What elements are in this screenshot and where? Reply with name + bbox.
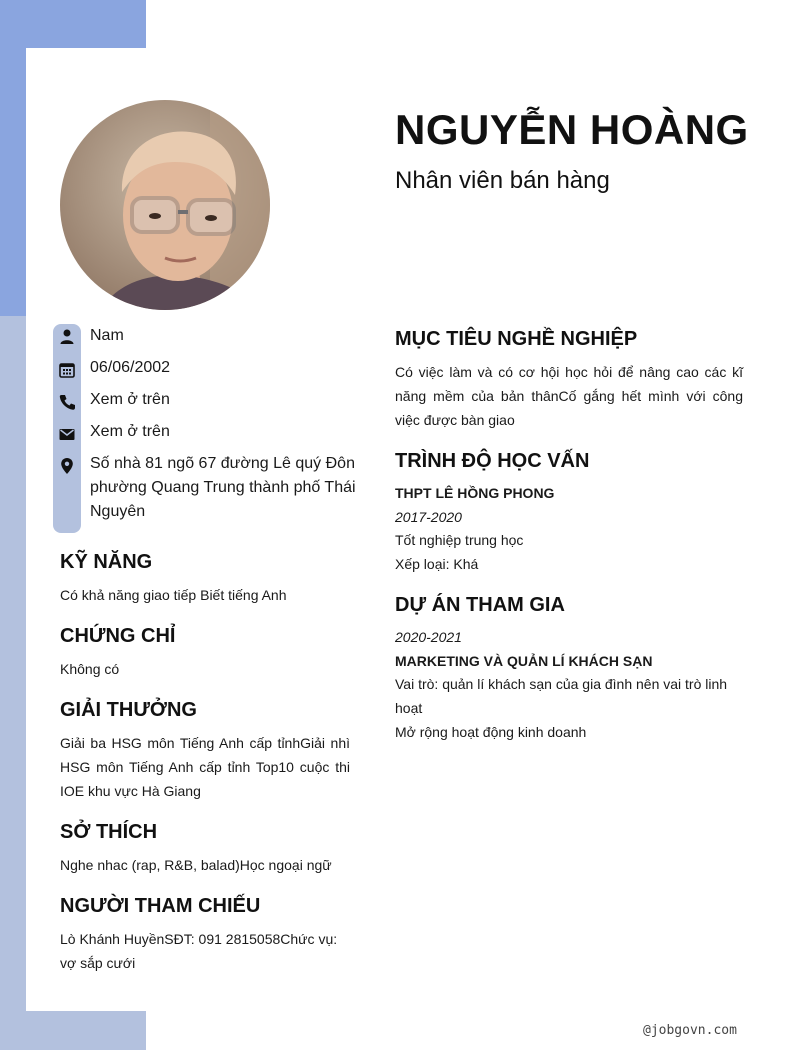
project-task: Mở rộng hoạt động kinh doanh bbox=[395, 724, 587, 740]
location-icon bbox=[58, 457, 76, 475]
objective-text: Có việc làm và có cơ hội học hỏi để nâng cao các kĩ năng mềm của bản thânCố gắng hết mình với công việc được bàn giao bbox=[395, 364, 743, 428]
phone-text: Xem ở trên bbox=[90, 391, 170, 408]
education-heading: TRÌNH ĐỘ HỌC VẤN bbox=[395, 450, 590, 472]
hobbies-heading: SỞ THÍCH bbox=[60, 821, 158, 843]
person-icon bbox=[58, 328, 76, 346]
gender-text: Nam bbox=[90, 327, 124, 344]
references-heading: NGƯỜI THAM CHIẾU bbox=[60, 895, 261, 917]
mail-icon bbox=[58, 425, 76, 443]
calendar-icon bbox=[58, 361, 76, 379]
references-text: Lò Khánh HuyềnSĐT: 091 2815058Chức vụ: vợ sắp cưới bbox=[60, 931, 338, 971]
project-name: MARKETING VÀ QUẢN LÍ KHÁCH SẠN bbox=[395, 653, 653, 669]
hobbies-text: Nghe nhac (rap, R&B, balad)Học ngoại ngữ bbox=[60, 857, 332, 873]
accent-block-bottom bbox=[0, 1011, 146, 1050]
project-role: Vai trò: quản lí khách sạn của gia đình nên vai trò linh hoạt bbox=[395, 676, 728, 716]
education-grade: Xếp loại: Khá bbox=[395, 556, 479, 572]
email-text: Xem ở trên bbox=[90, 423, 170, 440]
certificates-text: Không có bbox=[60, 661, 120, 677]
avatar bbox=[60, 100, 270, 310]
education-period: 2017-2020 bbox=[395, 509, 462, 525]
candidate-name: NGUYỄN HOÀNG bbox=[395, 106, 749, 153]
watermark: @jobgovn.com bbox=[643, 1023, 737, 1038]
birthday-text: 06/06/2002 bbox=[90, 359, 171, 376]
certificates-heading: CHỨNG CHỈ bbox=[60, 625, 176, 647]
address-text: Số nhà 81 ngõ 67 đường Lê quý Đôn phường Quang Trung thành phố Thái Nguyên bbox=[90, 455, 356, 520]
project-period: 2020-2021 bbox=[395, 629, 462, 645]
education-school: THPT LÊ HỒNG PHONG bbox=[395, 485, 555, 501]
objective-heading: MỤC TIÊU NGHỀ NGHIỆP bbox=[395, 328, 638, 350]
awards-heading: GIẢI THƯỞNG bbox=[60, 699, 197, 721]
projects-heading: DỰ ÁN THAM GIA bbox=[395, 594, 565, 616]
accent-strip-left bbox=[0, 316, 26, 1050]
phone-icon bbox=[58, 393, 76, 411]
skills-text: Có khả năng giao tiếp Biết tiếng Anh bbox=[60, 587, 287, 603]
skills-heading: KỸ NĂNG bbox=[60, 551, 153, 573]
awards-text: Giải ba HSG môn Tiếng Anh cấp tỉnhGiải nhì HSG môn Tiếng Anh cấp tỉnh Top10 cuộc thi IOE khu vực Hà Giang bbox=[60, 735, 350, 799]
education-result: Tốt nghiệp trung học bbox=[395, 532, 524, 548]
job-title: Nhân viên bán hàng bbox=[395, 167, 610, 194]
